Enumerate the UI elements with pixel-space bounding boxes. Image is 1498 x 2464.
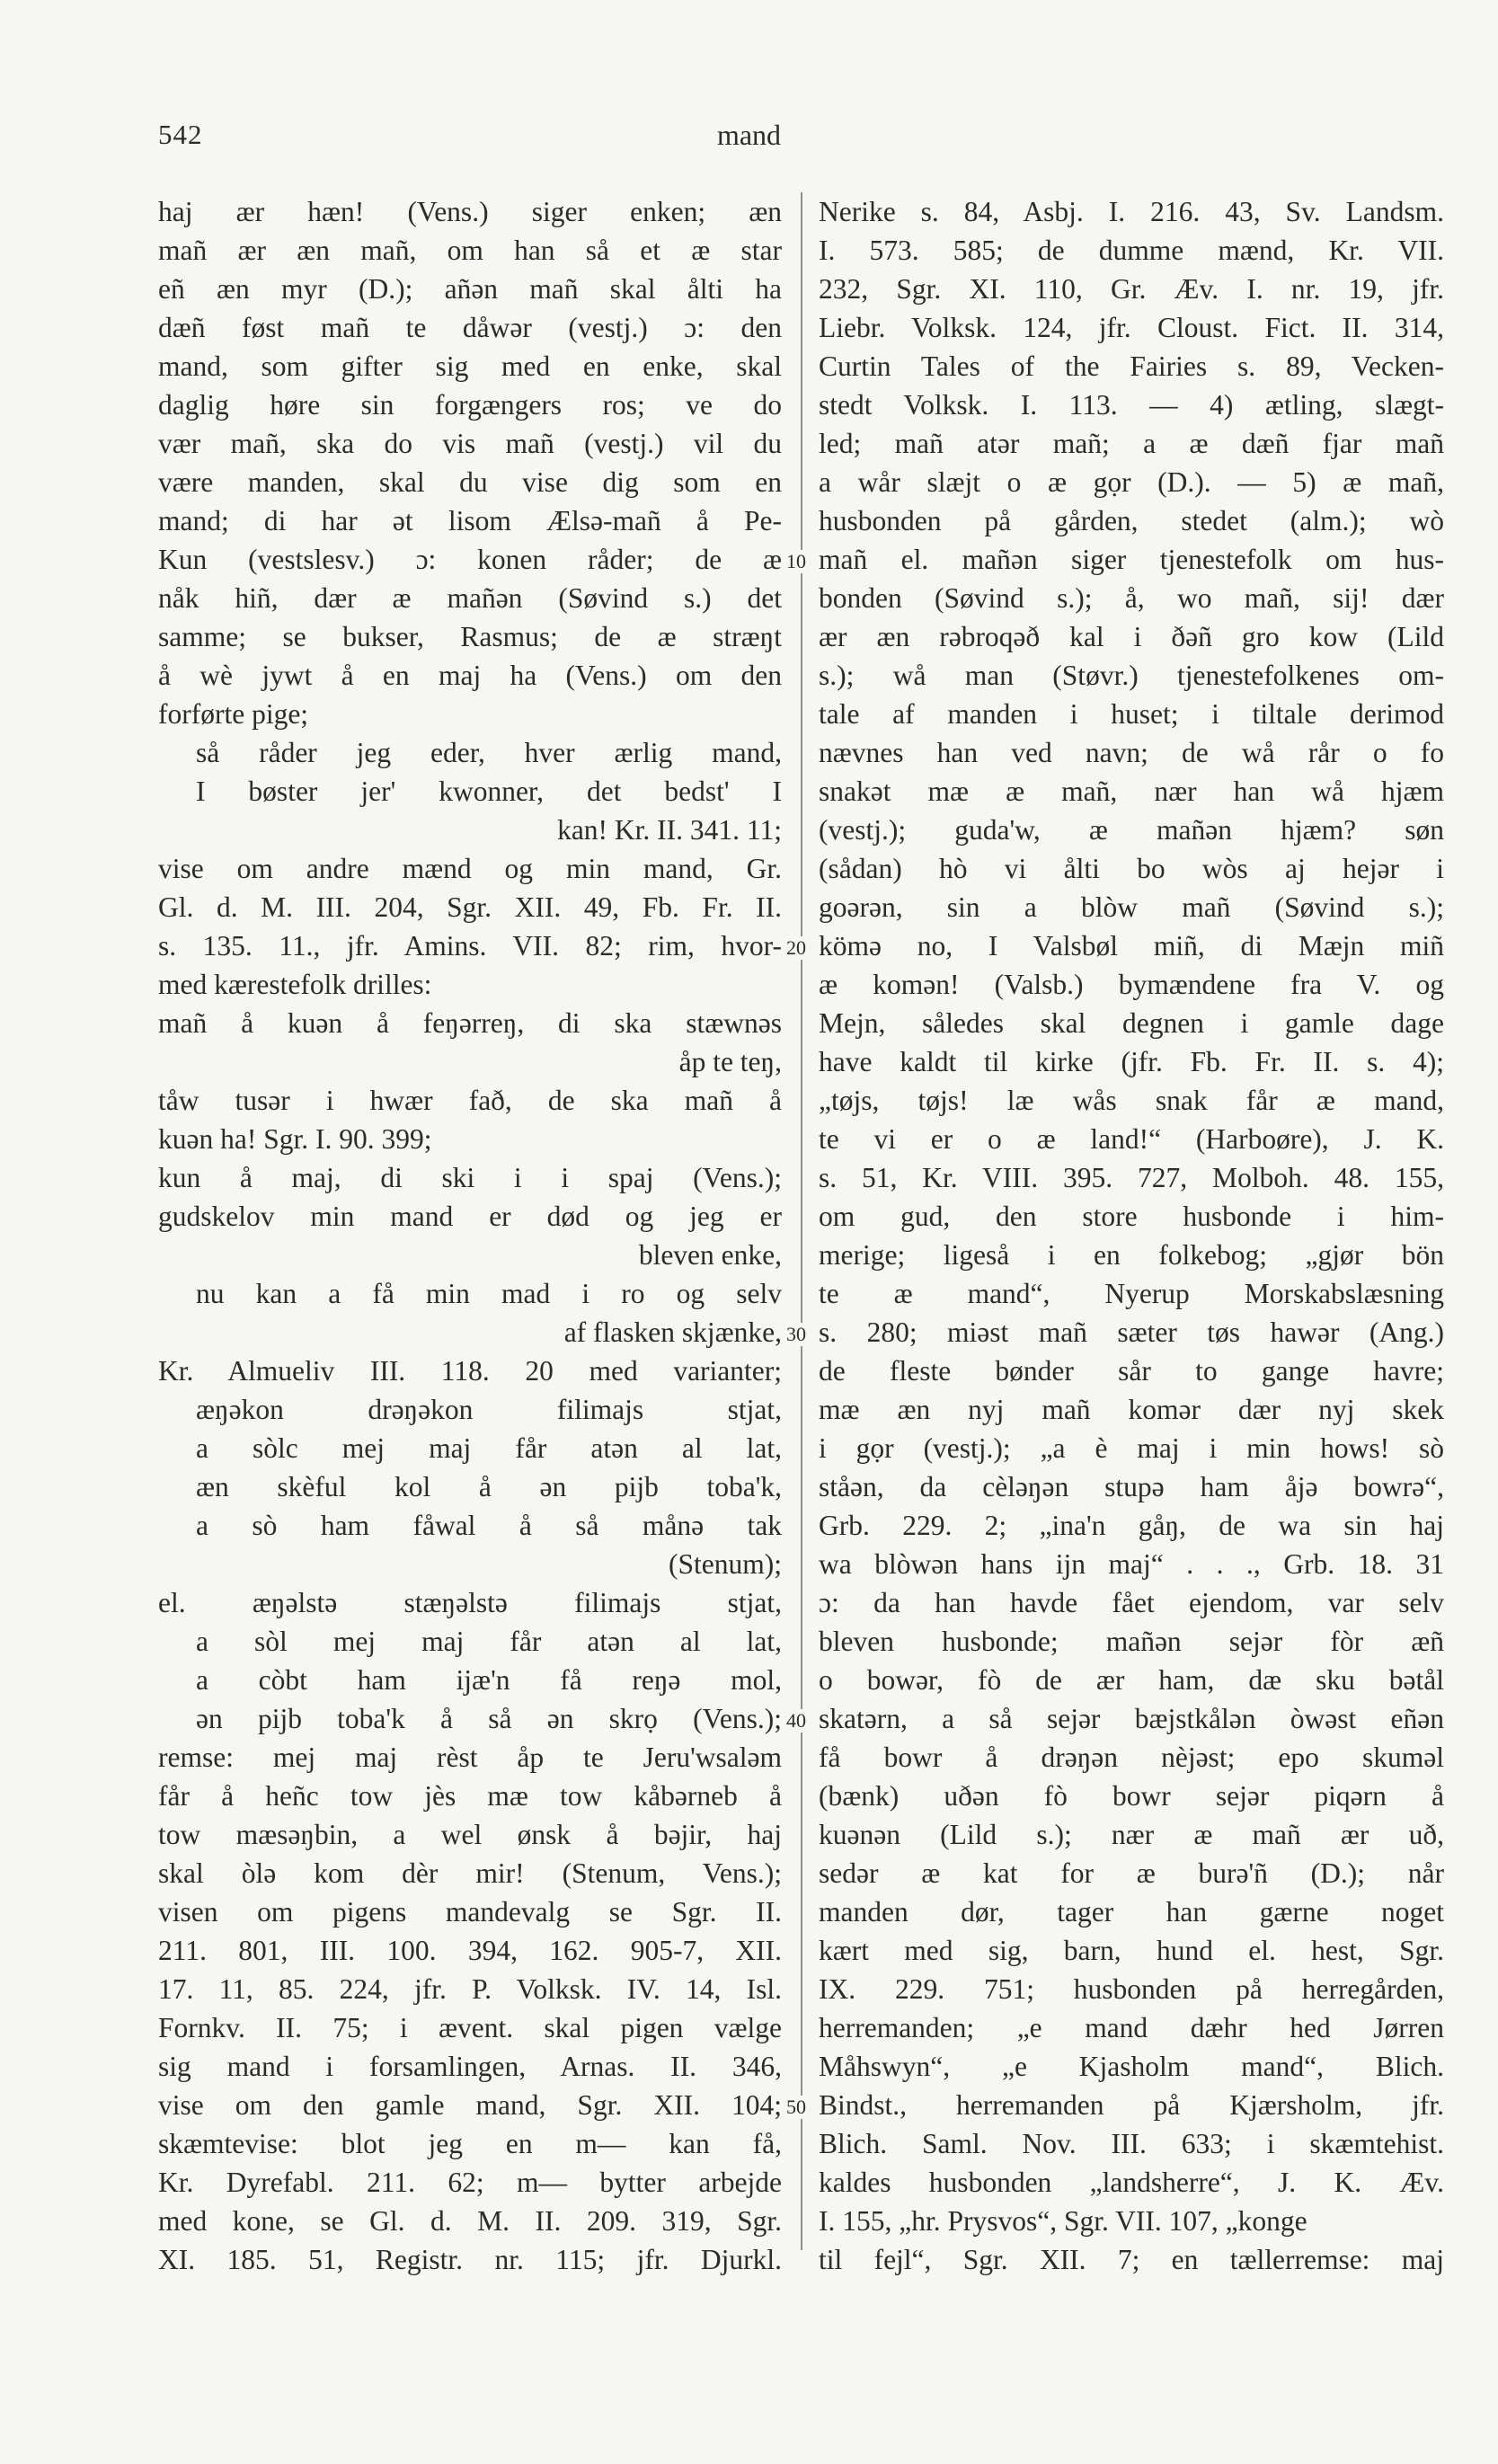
text-line: ən pijb toba'k å så ən skrọ (Vens.); (196, 1703, 782, 1734)
text-line: de fleste bønder sår to gange havre; (819, 1355, 1444, 1387)
text-line: samme; se bukser, Rasmus; de æ stræŋt (158, 621, 782, 652)
text-line: o bowər, fò de ær ham, dæ sku bətål (819, 1664, 1444, 1696)
text-line: ɔ: da han havde fået ejendom, var selv (819, 1587, 1444, 1618)
text-line: Gl. d. M. III. 204, Sgr. XII. 49, Fb. Fr. II. (158, 891, 782, 923)
line-number: 50 (778, 2096, 814, 2119)
text-line: Måhswyn“, „e Kjasholm mand“, Blich. (819, 2051, 1444, 2082)
text-line: med kærestefolk drilles: (158, 969, 432, 1000)
text-line: forførte pige; (158, 698, 309, 730)
text-line: sig mand i forsamlingen, Arnas. II. 346, (158, 2051, 782, 2082)
text-line: merige; ligeså i en folkebog; „gjør bön (819, 1239, 1444, 1271)
text-line: Fornkv. II. 75; i ævent. skal pigen vælge (158, 2012, 782, 2043)
text-line: vise om den gamle mand, Sgr. XII. 104; (158, 2089, 782, 2121)
text-line: kaldes husbonden „landsherre“, J. K. Æv. (819, 2167, 1444, 2198)
text-line: 211. 801, III. 100. 394, 162. 905-7, XII. (158, 1935, 782, 1966)
text-line: snakət mæ æ mañ, nær han wå hjæm (819, 776, 1444, 807)
text-line: manden dør, tager han gærne noget (819, 1896, 1444, 1928)
text-line: tåw tusər i hwær fað, de ska mañ å (158, 1085, 782, 1116)
text-line: æ komən! (Valsb.) bymændene fra V. og (819, 969, 1444, 1000)
text-line: kun å maj, di ski i i spaj (Vens.); (158, 1162, 782, 1193)
text-line: te vi er o æ land!“ (Harboøre), J. K. (819, 1123, 1444, 1155)
text-line: med kone, se Gl. d. M. II. 209. 319, Sgr. (158, 2205, 782, 2237)
text-line: vær mañ, ska do vis mañ (vestj.) vil du (158, 428, 782, 459)
text-line: Blich. Saml. Nov. III. 633; i skæmtehist. (819, 2128, 1444, 2159)
text-line: a wår slæjt o æ gọr (D.). — 5) æ mañ, (819, 466, 1444, 498)
text-line: kömə no, I Valsbøl miñ, di Mæjn miñ (819, 930, 1444, 962)
text-line: daglig høre sin forgængers ros; ve do (158, 389, 782, 421)
right-column (819, 192, 1444, 2279)
text-line: stedt Volksk. I. 113. — 4) ætling, slægt- (819, 389, 1444, 421)
text-line: IX. 229. 751; husbonden på herregården, (819, 1973, 1444, 2005)
text-line: I. 573. 585; de dumme mænd, Kr. VII. (819, 235, 1444, 266)
text-line: få bowr å drəŋən nèjəst; epo skuməl (819, 1742, 1444, 1773)
text-line: goərən, sin a blòw mañ (Søvind s.); (819, 891, 1444, 923)
text-line: Mejn, således skal degnen i gamle dage (819, 1007, 1444, 1039)
text-line: bonden (Søvind s.); å, wo mañ, sij! dær (819, 582, 1444, 614)
text-line: nu kan a få min mad i ro og selv (196, 1278, 782, 1309)
left-column (158, 192, 782, 2279)
text-line: (sådan) hò vi ålti bo wòs aj hejər i (819, 853, 1444, 884)
text-line: eñ æn myr (D.); añən mañ skal ålti ha (158, 273, 782, 305)
line-number: 30 (778, 1323, 814, 1346)
text-line: æŋəkon drəŋəkon filimajs stjat, (196, 1394, 782, 1425)
text-line: a sòl mej maj får atən al lat, (196, 1626, 782, 1657)
text-line: dæñ føst mañ te dåwər (vestj.) ɔ: den (158, 312, 782, 343)
text-line: Kr. Almueliv III. 118. 20 med varianter; (158, 1355, 782, 1387)
text-line: s. 135. 11., jfr. Amins. VII. 82; rim, hvor- (158, 930, 782, 962)
text-line: får å heñc tow jès mæ tow kåbərneb å (158, 1780, 782, 1812)
text-line: ær æn rəbroqəð kal i ðəñ gro kow (Lild (819, 621, 1444, 652)
text-line: tow mæsəŋbin, a wel ønsk å bəjir, haj (158, 1819, 782, 1850)
text-line: haj ær hæn! (Vens.) siger enken; æn (158, 196, 782, 227)
text-line: åp te teŋ, (678, 1046, 782, 1077)
text-line: i gọr (vestj.); „a è maj i min hows! sò (819, 1432, 1444, 1464)
text-line: ståən, da cèləŋən stupə ham åjə bowrə“, (819, 1471, 1444, 1502)
text-line: s.); wå man (Støvr.) tjenestefolkenes om- (819, 660, 1444, 691)
text-line: af flasken skjænke, (563, 1316, 782, 1348)
text-line: (bænk) uðən fò bowr sejər piqərn å (819, 1780, 1444, 1812)
text-line: nævnes han ved navn; de wå rår o fo (819, 737, 1444, 768)
text-line: wa blòwən hans ijn maj“ . . ., Grb. 18. 31 (819, 1548, 1444, 1580)
text-line: mand, som gifter sig med en enke, skal (158, 350, 782, 382)
line-number: 10 (778, 550, 814, 573)
text-line: æn skèful kol å ən pijb toba'k, (196, 1471, 782, 1502)
text-line: å wè jywt å en maj ha (Vens.) om den (158, 660, 782, 691)
text-line: s. 280; miəst mañ sæter tøs hawər (Ang.) (819, 1316, 1444, 1348)
text-line: skatərn, a så sejər bæjstkålən òwəst eñən (819, 1703, 1444, 1734)
text-line: gudskelov min mand er død og jeg er (158, 1201, 782, 1232)
text-line: vise om andre mænd og min mand, Gr. (158, 853, 782, 884)
text-line: have kaldt til kirke (jfr. Fb. Fr. II. s. 4); (819, 1046, 1444, 1077)
line-number: 40 (778, 1709, 814, 1733)
text-line: 17. 11, 85. 224, jfr. P. Volksk. IV. 14, Isl. (158, 1973, 782, 2005)
text-line: I bøster jer' kwonner, det bedst' I (196, 776, 782, 807)
text-line: te æ mand“, Nyerup Morskabslæsning (819, 1278, 1444, 1309)
text-line: a còbt ham ijæ'n få reŋə mol, (196, 1664, 782, 1696)
text-line: kuən ha! Sgr. I. 90. 399; (158, 1123, 432, 1155)
text-line: (vestj.); guda'w, æ mañən hjæm? søn (819, 814, 1444, 846)
line-number: 20 (778, 936, 814, 960)
text-line: Liebr. Volksk. 124, jfr. Cloust. Fict. II. 314, (819, 312, 1444, 343)
text-line: husbonden på gården, stedet (alm.); wò (819, 505, 1444, 536)
text-line: Kun (vestslesv.) ɔ: konen råder; de æ (158, 544, 782, 575)
text-line: (Stenum); (669, 1548, 782, 1580)
text-line: Kr. Dyrefabl. 211. 62; m— bytter arbejde (158, 2167, 782, 2198)
text-line: bleven husbonde; mañən sejər fòr æñ (819, 1626, 1444, 1657)
column-divider (801, 192, 802, 2250)
text-line: sedər æ kat for æ burə'ñ (D.); når (819, 1857, 1444, 1889)
running-head: mand (716, 119, 782, 151)
text-line: 232, Sgr. XI. 110, Gr. Æv. I. nr. 19, jfr. (819, 273, 1444, 305)
text-line: kuənən (Lild s.); nær æ mañ ær uð, (819, 1819, 1444, 1850)
text-line: Grb. 229. 2; „ina'n gåŋ, de wa sin haj (819, 1510, 1444, 1541)
page-number: 542 (158, 119, 203, 150)
text-line: Curtin Tales of the Fairies s. 89, Vecken- (819, 350, 1444, 382)
text-line: bleven enke, (638, 1239, 782, 1271)
page-header (0, 119, 1498, 155)
text-line: kært med sig, barn, hund el. hest, Sgr. (819, 1935, 1444, 1966)
text-line: el. æŋəlstə stæŋəlstə filimajs stjat, (158, 1587, 782, 1618)
text-line: mañ el. mañən siger tjenestefolk om hus- (819, 544, 1444, 575)
text-line: mand; di har ət lisom Ælsə-mañ å Pe- (158, 505, 782, 536)
text-line: til fejl“, Sgr. XII. 7; en tællerremse: maj (819, 2244, 1444, 2275)
text-line: visen om pigens mandevalg se Sgr. II. (158, 1896, 782, 1928)
text-line: remse: mej maj rèst åp te Jeru'wsaləm (158, 1742, 782, 1773)
text-line: mañ å kuən å feŋərreŋ, di ska stæwnəs (158, 1007, 782, 1039)
text-line: tale af manden i huset; i tiltale derimod (819, 698, 1444, 730)
text-line: s. 51, Kr. VIII. 395. 727, Molboh. 48. 155, (819, 1162, 1444, 1193)
text-line: kan! Kr. II. 341. 11; (557, 814, 782, 846)
text-line: så råder jeg eder, hver ærlig mand, (196, 737, 782, 768)
text-line: a sòlc mej maj får atən al lat, (196, 1432, 782, 1464)
text-line: mæ æn nyj mañ komər dær nyj skek (819, 1394, 1444, 1425)
text-line: XI. 185. 51, Registr. nr. 115; jfr. Djurkl. (158, 2244, 782, 2275)
text-line: „tøjs, tøjs! læ wås snak får æ mand, (819, 1085, 1444, 1116)
text-line: være manden, skal du vise dig som en (158, 466, 782, 498)
text-line: led; mañ atər mañ; a æ dæñ fjar mañ (819, 428, 1444, 459)
text-line: skal òlə kom dèr mir! (Stenum, Vens.); (158, 1857, 782, 1889)
text-line: I. 155, „hr. Prysvos“, Sgr. VII. 107, „konge (819, 2205, 1307, 2237)
text-line: Bindst., herremanden på Kjærsholm, jfr. (819, 2089, 1444, 2121)
text-line: herremanden; „e mand dæhr hed Jørren (819, 2012, 1444, 2043)
text-line: om gud, den store husbonde i him- (819, 1201, 1444, 1232)
text-line: skæmtevise: blot jeg en m— kan få, (158, 2128, 782, 2159)
text-line: Nerike s. 84, Asbj. I. 216. 43, Sv. Landsm. (819, 196, 1444, 227)
text-line: nåk hiñ, dær æ mañən (Søvind s.) det (158, 582, 782, 614)
text-line: mañ ær æn mañ, om han så et æ star (158, 235, 782, 266)
text-line: a sò ham fåwal å så månə tak (196, 1510, 782, 1541)
